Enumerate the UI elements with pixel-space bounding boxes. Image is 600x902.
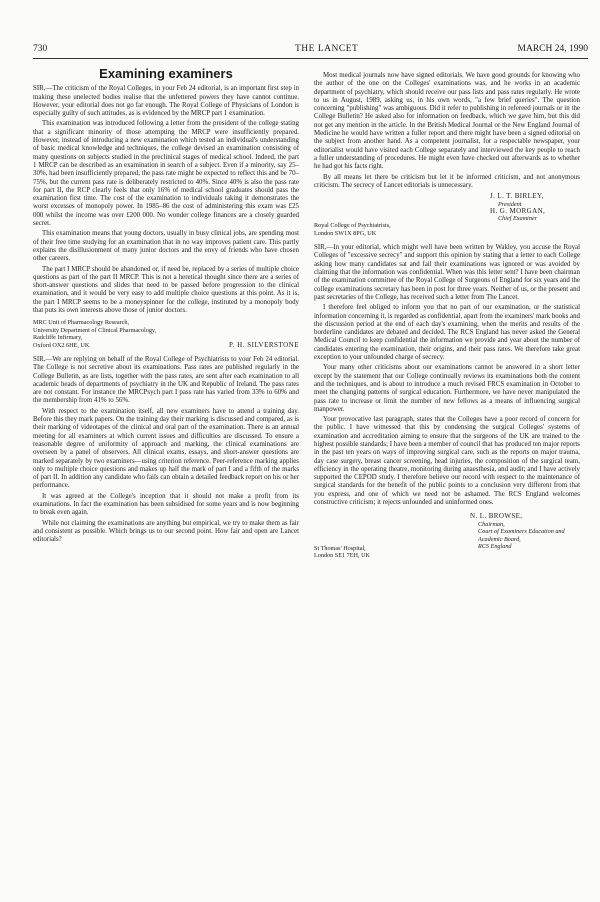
- letter2-paragraph: SIR,—We are replying on behalf of the Royal College of Psychiatrists to your Feb 24 editorial. The College is not secretive about its examinations. Pass rates are published regularly in the College Bulletin, as are lists, together with the pass rates, are sent after each examination to all academic heads of departments of psychiatry in the UK and Republic of Ireland. The pass rates are not constant. For instance the MRCPsych part I pass rate has varied from 33% to 60% and the membership from 41% to 56%.: [33, 355, 299, 405]
- author-address: [314, 222, 464, 237]
- address-line: London SE1 7EH, UK: [314, 551, 371, 559]
- address-line: Oxford OX2 6HE, UK: [33, 341, 90, 349]
- author-name: P. H. SILVERSTONE: [229, 340, 299, 349]
- address-line: University Department of Clinical Pharmacology,: [33, 326, 157, 334]
- author-role: RCS England: [478, 542, 512, 550]
- signature-block: [33, 319, 299, 349]
- signature-block: [314, 513, 580, 565]
- author-role: Chief Examiner: [498, 215, 538, 223]
- letter3-paragraph: SIR,—In your editorial, which might well have been written by Wakley, you accuse the Royal Colleges of "excessive secrecy" and support this opinion by stating that a letter to each College asking how many candidates sat and fail their examinations was ignored or was avoided by claiming that the information was confidential. When was this letter sent? I have been chairman of the examination committee of the Royal College of Surgeons of England for six years and the college examinations secretary has been in post for three years. Neither of us, or the present and past secretaries of the College, has received such a letter from The Lancet.: [314, 244, 580, 301]
- address-line: St Thomas' Hospital,: [314, 544, 366, 552]
- letter2-paragraph: It was agreed at the College's inception that it should not make a profit from its examinations. In fact the examination has been subsidised for some years and is now beginning to break even again.: [33, 492, 299, 517]
- right-column: [314, 72, 580, 565]
- running-header: [33, 44, 588, 58]
- signature-block: [314, 193, 580, 237]
- address-line: Royal College of Psychiatrists,: [314, 222, 391, 230]
- letter1-paragraph: This examination was introduced following a letter from the president of the college stating that a significant minority of those attempting the MRCP were insufficiently prepared. However, instead of introducing a new examination which tested an individual's understanding of basic medical knowledge and techniques, the college devised an examination consisting of many questions on subjects studied in the preclinical stages of medical school. Indeed, the part 1 MRCP can be described as an examination in search of a subject. Even if a minority, say 25–30%, had been insufficiently prepared, the pass rate might be expected to reflect this and be 70–75%, but the current pass rate is deliberately restricted to 40%. Since 40% is also the pass rate for part II, the RCP clearly feels that only 16% of medical school graduates should pass the examination first time. The cost of the examination to individuals taking it demonstrates the worst excesses of monopoly power. In 1985–86 the cost of administering this exam was £25 000 whilst the income was over £200 000. No wonder college finances are a closely guarded secret.: [33, 120, 299, 228]
- page-number: 730: [33, 44, 48, 54]
- issue-date: MARCH 24, 1990: [517, 44, 588, 54]
- author-address: [314, 545, 464, 560]
- letter2-paragraph: By all means let there be criticism but let it be informed criticism, and not anonymous criticism. The secrecy of Lancet editorials is unnecessary.: [314, 173, 580, 189]
- author-name: N. L. BROWSE,: [470, 512, 523, 521]
- letter3-paragraph: Your many other criticisms about our examinations cannot be answered in a short letter except by the statement that our College continually reviews its examinations both the content and the techniques, and is about to introduce a much revised FRCS examination in October to meet the changing patterns of surgical education. Furthermore, we have never manipulated the pass rate to increase or limit the number of new fellows as a means of influencing surgical manpower.: [314, 364, 580, 413]
- journal-name: THE LANCET: [295, 44, 359, 54]
- author-name: J. L. T. BIRLEY,: [490, 192, 544, 201]
- author-address: [33, 319, 183, 349]
- letter1-paragraph: The part I MRCP should be abandoned or, if need be, replaced by a series of multiple choice questions as part of the part II MRCP. This is not a heretical thought since there are a series of short-answer questions and slides that need to be passed before progression to the clinical examination, and it would be very easy to add multiple choice questions at this point. As it is, the part I MRCP seems to be a moneyspinner for the college, instituted by a monopoly body that puts its own interests above those of junior doctors.: [33, 265, 299, 315]
- address-line: Radcliffe Infirmary,: [33, 334, 83, 342]
- article-title: Examining examiners: [99, 66, 233, 81]
- author-role: Academic Board,: [478, 535, 521, 543]
- letter2-paragraph: Most medical journals now have signed editorials. We have good grounds for knowing who the author of the one on the Colleges' examinations was, and he works in an academic department of psychiatry, which should receive our pass lists and pass rates regularly. He wrote to us in August, 1989, asking us, in his own words, "a few brief queries". The question concerning "publishing" was ambiguous. Did it refer to publishing in refereed journals or in the College Bulletin? He asked also for information on feedback, which we gave him, but this did not get any mention in the article. In the British Medical Journal or the New England Journal of Medicine he would have written a fuller report and there might have been a signed editorial on the subject from another hand. As a competent journalist, for a respectable newspaper, your editorialist would have visited each College separately and interviewed the key people to reach a fuller understanding of procedures. He might even have checked out afterwards as to whether he had got his facts right.: [314, 72, 580, 171]
- header-rule: [33, 58, 588, 59]
- left-column: [33, 66, 299, 546]
- letter1-paragraph: This examination means that young doctors, usually in busy clinical jobs, are spending most of their free time studying for an examination that in no way improves patient care. This partly explains the disillusionment of many junior doctors and the envy of friends who have chosen other careers.: [33, 230, 299, 263]
- address-line: MRC Unit of Pharmacology Research,: [33, 319, 130, 327]
- author-name: H. G. MORGAN,: [490, 206, 546, 215]
- author-role: President: [498, 200, 522, 208]
- address-line: London SW1X 8PG, UK: [314, 229, 377, 237]
- author-names: [470, 513, 580, 550]
- author-names: [490, 193, 560, 223]
- letter3-paragraph: I therefore feel obliged to inform you that no part of our examination, or the statistical information concerning it, is regarded as confidential, apart from the examiners' mark books and the discussion period at the end of each day's examining, when the merits and results of the borderline candidates are debated and decided. The RCS England has never asked the General Medical Council to keep confidential the information we provide and year about the number of candidates entering the examination, their origins, and their pass rates. We therefore take great exception to your unfounded charge of secrecy.: [314, 304, 580, 362]
- letter3-paragraph: Your provocative last paragraph, states that the Colleges have a poor record of concern for the public. I have witnessed that this by condensing the surgical Colleges' systems of examination and accreditation aiming to ensure that the surgeons of the UK are trained to the highest possible standards; I have been a member of council that has produced ten major reports in the past ten years on ways of improving surgical care, such as the reports on major trauma, day case surgery, breast cancer screening, head injuries, the composition of the surgical team, efficiency in the operating theatre, monitoring during anaesthesia, and audit; and I have actively supported the CEPOD study. I therefore believe our record with respect to the maintenance of surgical standards for the benefit of the public points to a conclusion very different from that you express, and one of which we need not be ashamed. The RCS England welcomes constructive criticism; it rejects unfounded and uninformed ones.: [314, 416, 580, 507]
- author-role: Chairman,: [478, 520, 505, 528]
- author-role: Court of Examiners Education and: [478, 528, 565, 536]
- letter2-paragraph: With respect to the examination itself, all new examiners have to attend a training day. Before this they mark papers. On the training day their marking is discussed and compared, as is their marking of videotapes of the clinical and oral part of the examination. There is an annual meeting for all examiners at which current issues and difficulties are discussed. To ensure a reasonable degree of uniformity of approach and marking, the clinical examinations are overseen by a panel of observers. All clinical exams, essays, and short-answer questions are marked separately by two examiners—using criterion reference. Peer-reference marking applies only to multiple choice questions and makes up half the mark of part I and a fifth of the marks of part II. In addition any candidate who fails can obtain a detailed feedback report on his or her performance.: [33, 407, 299, 490]
- letter2-paragraph: While not claiming the examinations are anything but empirical, we try to make them as fair and consistent as possible. Which brings us to our second point. How fair and open are Lancet editorials?: [33, 519, 299, 544]
- letter1-paragraph: SIR,—The criticism of the Royal Colleges, in your Feb 24 editorial, is an important first step in making these unelected bodies realise that the unfettered powers they have cannot continue. However, your editorial does not go far enough. The Royal College of Physicians of London is especially guilty of such attitudes, as is evidenced by the MRCP part 1 examination.: [33, 85, 299, 118]
